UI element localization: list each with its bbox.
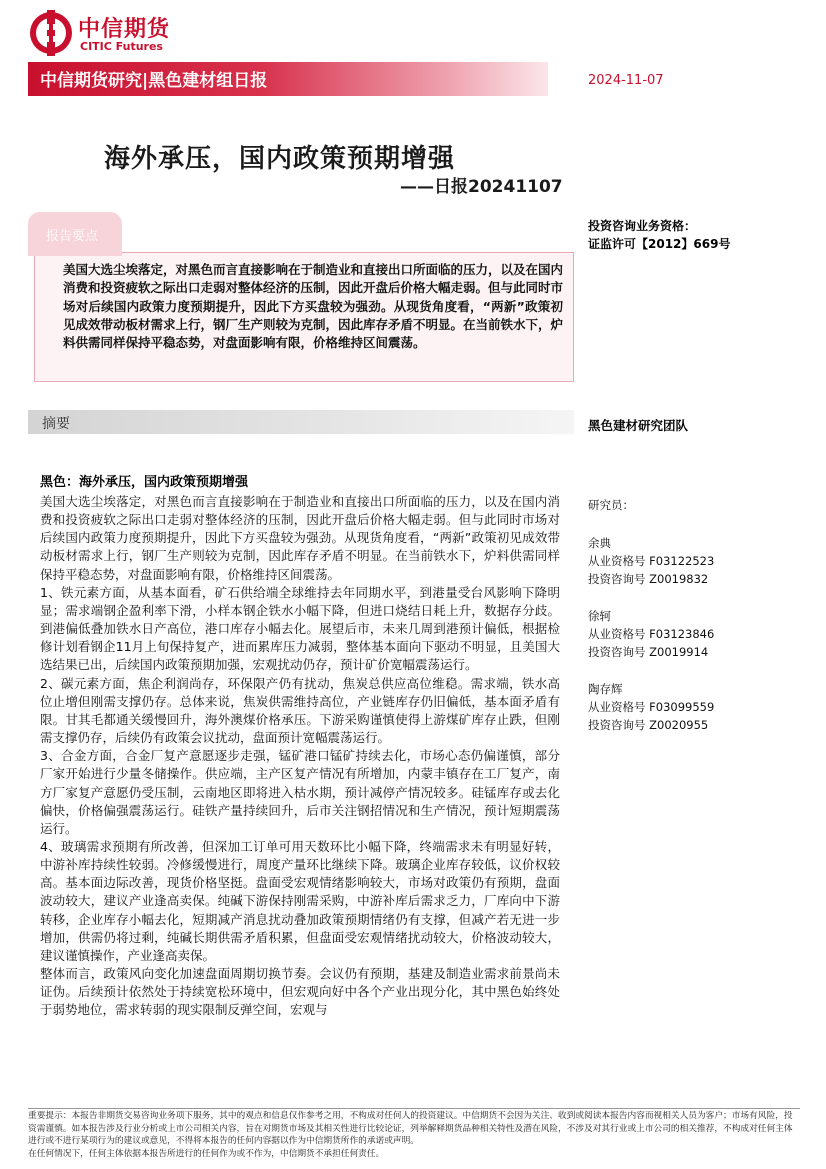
researcher-name: 徐轲: [588, 609, 611, 623]
citic-futures-logo: [28, 8, 188, 60]
disclaimer-main: 重要提示：本报告非期货交易咨询业务项下服务，其中的观点和信息仅作参考之用，不构成对任何人的投资建议。中信期货不会因为关注、收到或阅读本报告内容而视相关人员为客户；市场有风险，投资需谨慎。如本报告涉及行业分析或上市公司相关内容，旨在对期货市场及其相关性进行比较论证，列举解释期货品种相关特性及潜在风险，不涉及对其行业或上市公司的相关推荐，不构成对任何主体进行或不进行某项行为的建议或意见，不得将本报告的任何内容据以作为中信期货所作的承诺或声明。: [28, 1111, 793, 1146]
logo-chinese-name: 中信期货: [78, 17, 171, 42]
key-points-text: 美国大选尘埃落定，对黑色而言直接影响在于制造业和直接出口所面临的压力，以及在国内消费和投资疲软之际出口走弱对整体经济的压制，因此开盘后价格大幅走弱。但与此同时市场对后续国内政策力度预期提升，因此下方买盘较为强劲。从现货角度看，“两新”政策初见成效带动板材需求上行，钢厂生产则较为克制，因此库存矛盾不明显。在当前铁水下，炉料供需同样保持平稳态势，对盘面影响有限，价格维持区间震荡。: [63, 262, 564, 351]
license-label: 投资咨询业务资格：: [588, 219, 697, 233]
license-number: 证监许可【2012】669号: [588, 237, 731, 251]
researcher-consult-number: 投资咨询号 Z0019832: [588, 572, 709, 586]
report-title: 海外承压，国内政策预期增强: [104, 144, 456, 174]
disclaimer: [28, 1110, 800, 1160]
footer-divider: [28, 1108, 800, 1109]
report-banner: [28, 62, 548, 96]
report-subtitle: ——日报20241107: [400, 177, 563, 197]
key-points-tab-label: 报告要点: [46, 229, 99, 244]
researchers-heading: 研究员：: [588, 498, 634, 512]
key-points-tab: [28, 212, 122, 256]
researcher-name: 陶存辉: [588, 682, 623, 696]
disclaimer-liability: 在任何情况下，任何主体依据本报告所进行的任何作为或不作为，中信期货不承担任何责任。: [28, 1148, 385, 1159]
paragraph-overall: 整体而言，政策风向变化加速盘面周期切换节奏。会议仍有预期，基建及制造业需求前景尚未证伪。后续预计依然处于持续宽松环境中，但宏观向好中各个产业出现分化，其中黑色始终处于弱势地位，需求转弱的现实限制反弹空间，宏观与: [40, 966, 560, 1018]
researcher-qualification: 从业资格号 F03099559: [588, 700, 715, 714]
researcher-qualification: 从业资格号 F03122523: [588, 554, 715, 568]
banner-text: 中信期货研究|黑色建材组日报: [40, 71, 268, 91]
logo-english-name: CITIC Futures: [80, 40, 163, 53]
paragraph-iron: 1、铁元素方面，从基本面看，矿石供给端全球维持去年同期水平，到港量受台风影响下降明显；需求端钢企盈利率下滑，小样本钢企铁水小幅下降，但进口烧结日耗上升，数据存分歧。到港偏低叠加铁水日产高位，港口库存小幅去化。展望后市，未来几周到港预计偏低，根据检修计划看钢企11月上旬保持复产，进而累库压力减弱，整体基本面向下驱动不明显，且美国大选结果已出，后续国内政策预期加强，宏观扰动仍存，预计矿价宽幅震荡运行。: [40, 584, 560, 673]
researcher-consult-number: 投资咨询号 Z0020955: [588, 718, 709, 732]
abstract-bar: [28, 410, 574, 434]
research-team: 黑色建材研究团队: [588, 418, 689, 433]
researcher-consult-number: 投资咨询号 Z0019914: [588, 645, 709, 659]
abstract-label: 摘要: [42, 416, 70, 432]
paragraph-summary: 美国大选尘埃落定，对黑色而言直接影响在于制造业和直接出口所面临的压力，以及在国内消费和投资疲软之际出口走弱对整体经济的压制，因此开盘后价格大幅走弱。但与此同时市场对后续国内政策力度预期提升，因此下方买盘较为强劲。从现货角度看，“两新”政策初见成效带动板材需求上行，钢厂生产则较为克制，因此库存矛盾不明显。在当前铁水下，炉料供需同样保持平稳态势，对盘面影响有限，价格维持区间震荡。: [40, 494, 560, 582]
paragraph-glass: 4、玻璃需求预期有所改善，但深加工订单可用天数环比小幅下降，终端需求未有明显好转，中游补库持续性较弱。冷修缓慢进行，周度产量环比继续下降。玻璃企业库存较低，议价权较高。基本面边际改善，现货价格坚挺。盘面受宏观情绪影响较大，市场对政策仍有预期，盘面波动较大，建议产业逢高卖保。纯碱下游保持刚需采购，中游补库后需求乏力，厂库向中下游转移，企业库存小幅去化，短期减产消息扰动叠加政策预期情绪仍有支撑，但减产若无进一步增加，供需仍将过剩，纯碱长期供需矛盾积累，但盘面受宏观情绪扰动较大，价格波动较大，建议谨慎操作，产业逢高卖保。: [40, 838, 560, 963]
main-body: [40, 493, 560, 1020]
report-date: 2024-11-07: [588, 73, 664, 88]
key-points-box: [34, 252, 574, 382]
researcher-qualification: 从业资格号 F03123846: [588, 627, 715, 641]
section-title: 黑色：海外承压，国内政策预期增强: [40, 475, 249, 490]
citic-logo-icon: [28, 10, 74, 56]
researcher-name: 余典: [588, 536, 611, 550]
paragraph-alloy: 3、合金方面，合金厂复产意愿逐步走强，锰矿港口锰矿持续去化，市场心态仍偏谨慎，部分厂家开始进行少量冬储操作。供应端，主产区复产情况有所增加，内蒙丰镇存在工厂复产，南方厂家复产意愿仍受压制，云南地区即将进入枯水期，预计减停产情况较多。硅锰库存或去化偏快，价格偏强震荡运行。硅铁产量持续回升，后市关注钢招情况和生产情况，预计短期震荡运行。: [40, 748, 560, 836]
paragraph-carbon: 2、碳元素方面，焦企利润尚存，环保限产仍有扰动，焦炭总供应高位维稳。需求端，铁水高位止增但刚需支撑仍存。总体来说，焦炭供需维持高位，产业链库存仍旧偏低，基本面矛盾有限。甘其毛都通关缓慢回升，海外澳煤价格承压。下游采购谨慎使得上游煤矿库存止跌，但刚需支撑仍存，后续仍有政策会议扰动，盘面预计宽幅震荡运行。: [40, 675, 560, 746]
